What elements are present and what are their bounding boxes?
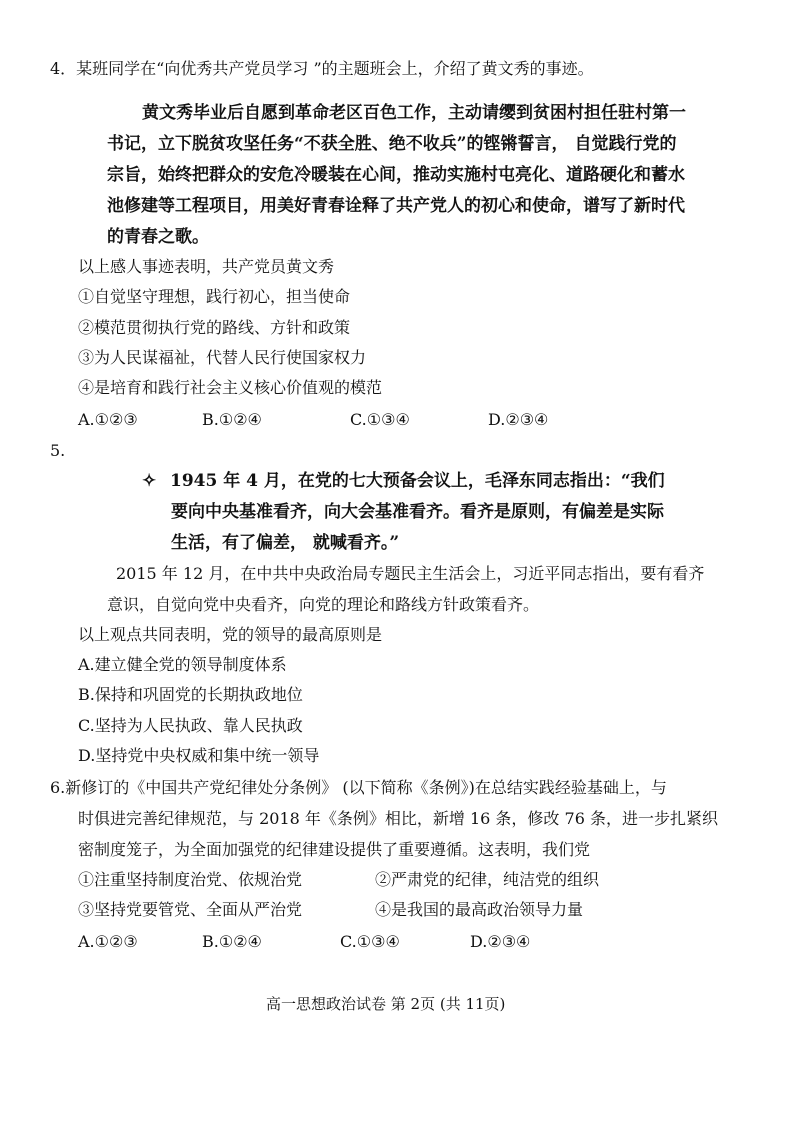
q5-question: 以上观点共同表明，党的领导的最高原则是 <box>78 625 383 644</box>
q5-material-line-2: 意识，自觉向党中央看齐，向党的理论和路线方针政策看齐。 <box>107 595 540 614</box>
q4-item-2: ②模范贯彻执行党的路线、方针和政策 <box>78 318 351 337</box>
q6-option-b[interactable]: B.①②④ <box>202 932 262 951</box>
q6-stem-line-1: 6.新修订的《中国共产党纪律处分条例》 (以下简称《条例》)在总结实践经验基础上，与 <box>50 778 667 797</box>
q5-option-d[interactable]: D.坚持党中央权威和集中统一领导 <box>78 746 320 765</box>
q6-option-a[interactable]: A.①②③ <box>78 932 138 951</box>
q4-option-a[interactable]: A.①②③ <box>78 410 138 429</box>
q6-stem-line-2: 时俱进完善纪律规范，与 2018 年《条例》相比，新增 16 条，修改 76 条，进一步扎紧织 <box>78 809 718 828</box>
q5-quote-line-1: ✧ 1945 年 4 月，在党的七大预备会议上，毛泽东同志指出：“我们 <box>142 471 665 491</box>
q4-option-b[interactable]: B.①②④ <box>202 410 262 429</box>
q6-item-1: ①注重坚持制度治党、依规治党 <box>78 870 303 889</box>
diamond-bullet-icon: ✧ <box>142 471 157 491</box>
q4-item-3: ③为人民谋福祉，代替人民行使国家权力 <box>78 348 367 367</box>
q5-option-c[interactable]: C.坚持为人民执政、靠人民执政 <box>78 716 303 735</box>
q4-option-c[interactable]: C.①③④ <box>350 410 410 429</box>
q6-item-3: ③坚持党要管党、全面从严治党 <box>78 900 303 919</box>
q6-stem-line-3: 密制度笼子，为全面加强党的纪律建设提供了重要遵循。这表明，我们党 <box>78 840 591 859</box>
q4-material-line-5: 的青春之歌。 <box>107 227 209 247</box>
q5-option-b[interactable]: B.保持和巩固党的长期执政地位 <box>78 685 303 704</box>
q4-material-line-2: 书记，立下脱贫攻坚任务“不获全胜、绝不收兵”的铿锵誓言， 自觉践行党的 <box>107 134 677 154</box>
q4-item-1: ①自觉坚守理想，践行初心，担当使命 <box>78 287 351 306</box>
q6-option-d[interactable]: D.②③④ <box>470 932 531 951</box>
q6-option-c[interactable]: C.①③④ <box>340 932 400 951</box>
q5-option-a[interactable]: A.建立健全党的领导制度体系 <box>78 655 287 674</box>
q4-material-line-4: 池修建等工程项目，用美好青春诠释了共产党人的初心和使命，谱写了新时代 <box>107 196 685 216</box>
q6-item-4: ④是我国的最高政治领导力量 <box>375 900 584 919</box>
q4-question: 以上感人事迹表明，共产党员黄文秀 <box>78 257 335 276</box>
q4-item-4: ④是培育和践行社会主义核心价值观的模范 <box>78 378 383 397</box>
q5-material-line-1: 2015 年 12 月，在中共中央政治局专题民主生活会上，习近平同志指出，要有看齐 <box>116 564 705 583</box>
q4-material-line-1: 黄文秀毕业后自愿到革命老区百色工作，主动请缨到贫困村担任驻村第一 <box>142 103 686 123</box>
q4-material-line-3: 宗旨，始终把群众的安危冷暖装在心间，推动实施村屯亮化、道路硬化和蓄水 <box>107 165 685 185</box>
q6-item-2: ②严肃党的纪律，纯洁党的组织 <box>375 870 600 889</box>
q4-stem: 4．某班同学在“向优秀共产党员学习 ”的主题班会上，介绍了黄文秀的事迹。 <box>50 59 594 78</box>
page-footer: 高一思想政治试卷 第 2页 (共 11页) <box>266 995 506 1013</box>
q5-quote-line-3: 生活，有了偏差， 就喊看齐。” <box>171 533 400 553</box>
q5-number: 5. <box>50 441 66 460</box>
q5-quote-line-2: 要向中央基准看齐，向大会基准看齐。看齐是原则，有偏差是实际 <box>171 502 664 522</box>
q4-option-d[interactable]: D.②③④ <box>488 410 549 429</box>
